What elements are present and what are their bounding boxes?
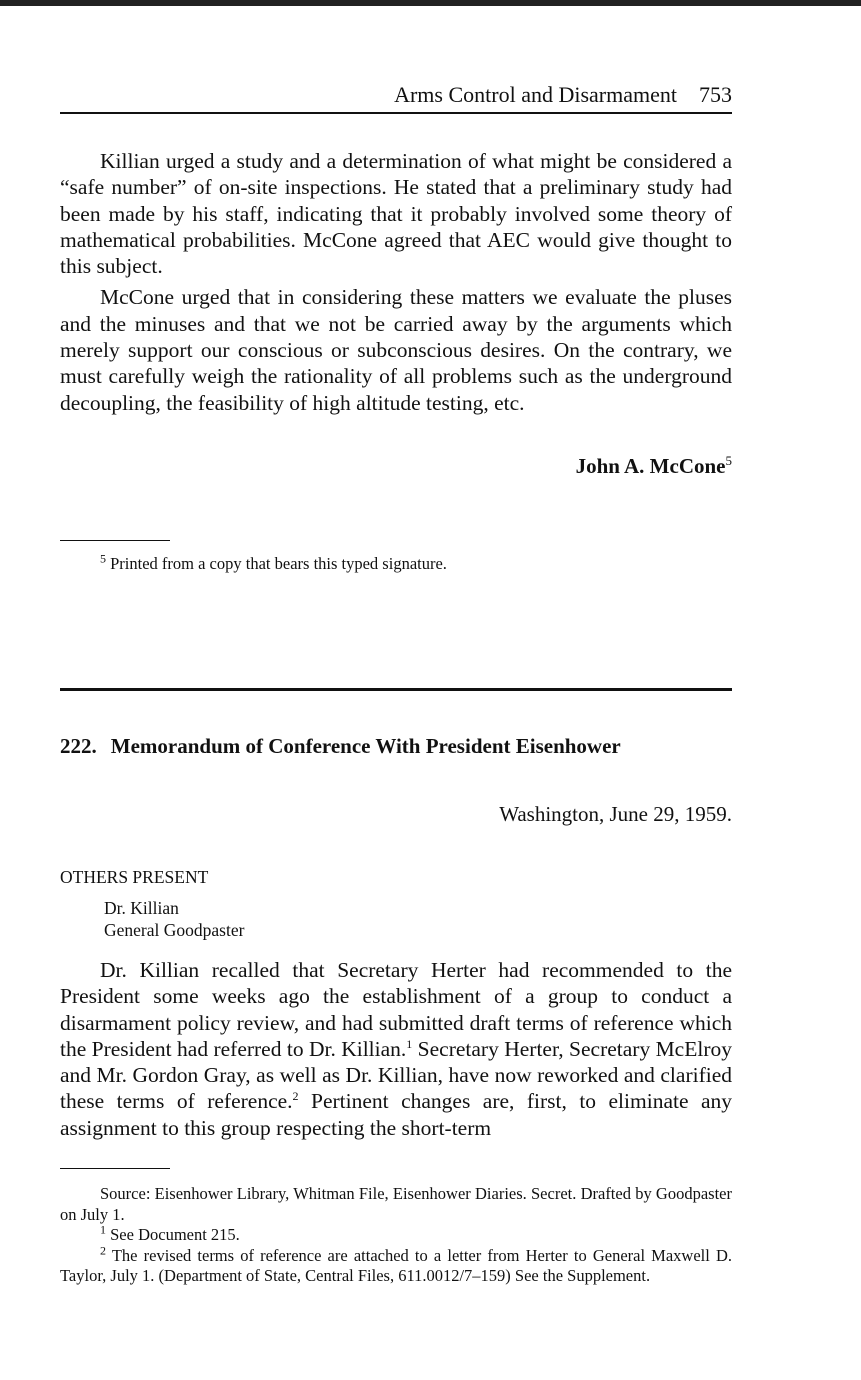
footnotes	[60, 1184, 732, 1287]
others-present-list	[104, 897, 244, 941]
footnote-mark: 5	[100, 551, 106, 566]
attendee: General Goodpaster	[104, 920, 245, 940]
paragraph: McCone urged that in considering these matters we evaluate the pluses and the minuses and that we not be carried away by the arguments which merely support our conscious or subconscious desires. On the contrary, we must carefully weigh the rationality of all problems such as the underground decoupling, the feasibility of high altitude testing, etc.	[60, 285, 732, 415]
attendee: Dr. Killian	[104, 898, 179, 918]
text-run: Secretary Herter, Secretary McElroy and Mr. Gordon Gray, as well as Dr. Killian, have now reworked and clarified these terms of reference.	[60, 1036, 732, 1114]
memorandum-body	[60, 957, 732, 1146]
document-number: 222.	[60, 734, 97, 758]
footnote-text: Printed from a copy that bears this typed signature.	[110, 554, 447, 573]
footnote-mark: 1	[100, 1222, 106, 1237]
text-run: Dr. Killian recalled that Secretary Herter had recommended to the President some weeks ago the establishment of a group to conduct a disarmament policy review, and had submitted draft terms of reference which the President had referred to Dr. Killian.	[60, 958, 732, 1061]
section-divider	[60, 688, 732, 691]
header-rule	[60, 112, 732, 114]
footnote-text: The revised terms of reference are attached to a letter from Herter to General Maxwell D. Taylor, July 1. (Department of State, Central Files, 611.0012/7–159) See the Supplement.	[60, 1245, 732, 1285]
source-note: Source: Eisenhower Library, Whitman File, Eisenhower Diaries. Secret. Drafted by Goodpaster on July 1.	[60, 1184, 732, 1224]
signature-name: John A. McCone	[575, 454, 726, 478]
footnote-reference: 2	[292, 1089, 299, 1104]
page-top-edge	[0, 0, 861, 6]
footnote-rule	[60, 540, 170, 541]
running-header	[60, 82, 732, 108]
signature	[576, 453, 732, 479]
footnote	[60, 551, 732, 575]
continued-text	[60, 148, 732, 421]
dateline: Washington, June 29, 1959.	[499, 802, 732, 826]
footnote-mark: 2	[100, 1243, 106, 1257]
paragraph: Killian urged a study and a determination of what might be considered a “safe number” of on-site inspections. He stated that a preliminary study had been made by his staff, indicating that it probably involved some theory of mathematical probabilities. McCone agreed that AEC would give thought to this subject.	[60, 149, 732, 279]
paragraph	[60, 957, 732, 1141]
footnote-reference: 5	[725, 453, 732, 468]
footnote	[60, 1222, 732, 1246]
others-present-label: OTHERS PRESENT	[60, 867, 209, 887]
footnote-text: See Document 215.	[110, 1225, 240, 1244]
document-title: Memorandum of Conference With President Eisenhower	[110, 734, 621, 758]
page-number: 753	[699, 82, 732, 107]
document-heading	[60, 734, 621, 759]
text-run: Pertinent changes are, first, to eliminate any assignment to this group respecting the short-term	[60, 1089, 732, 1140]
footnote-reference: 1	[406, 1036, 413, 1051]
footnote	[60, 1243, 732, 1287]
running-title: Arms Control and Disarmament	[394, 82, 677, 107]
footnote-rule	[60, 1168, 170, 1169]
